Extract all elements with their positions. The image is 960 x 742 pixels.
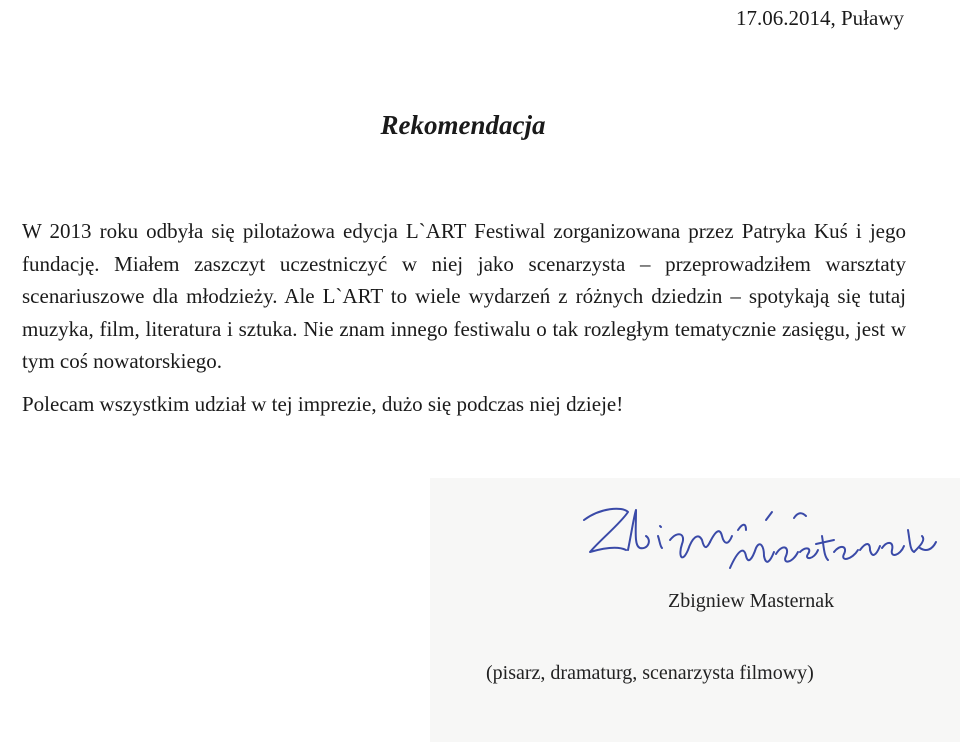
paragraph-1: W 2013 roku odbyła się pilotażowa edycja L`ART Festiwal zorganizowana przez Patryka Kuś i jego fundację. Miałem zaszczyt uczestniczyć w niej jako scenarzysta – przeprowadziłem warsztaty scenariuszowe dla młodzieży. Ale L`ART to wiele wydarzeń z różnych dziedzin – spotykają się tutaj muzyka, film, literatura i sztuka. Nie znam innego festiwalu o tak rozległym tematycznie zasięgu, jest w tym coś nowatorskiego.	[22, 219, 906, 373]
paragraph-2: Polecam wszystkim udział w tej imprezie, dużo się podczas niej dzieje!	[22, 391, 624, 416]
signer-name: Zbigniew Masternak	[668, 590, 835, 612]
document-body	[22, 215, 906, 420]
signer-role: (pisarz, dramaturg, scenarzysta filmowy)	[486, 662, 814, 684]
date-place: 17.06.2014, Puławy	[736, 6, 904, 30]
handwritten-signature	[570, 490, 950, 600]
document-title: Rekomendacja	[380, 110, 546, 140]
